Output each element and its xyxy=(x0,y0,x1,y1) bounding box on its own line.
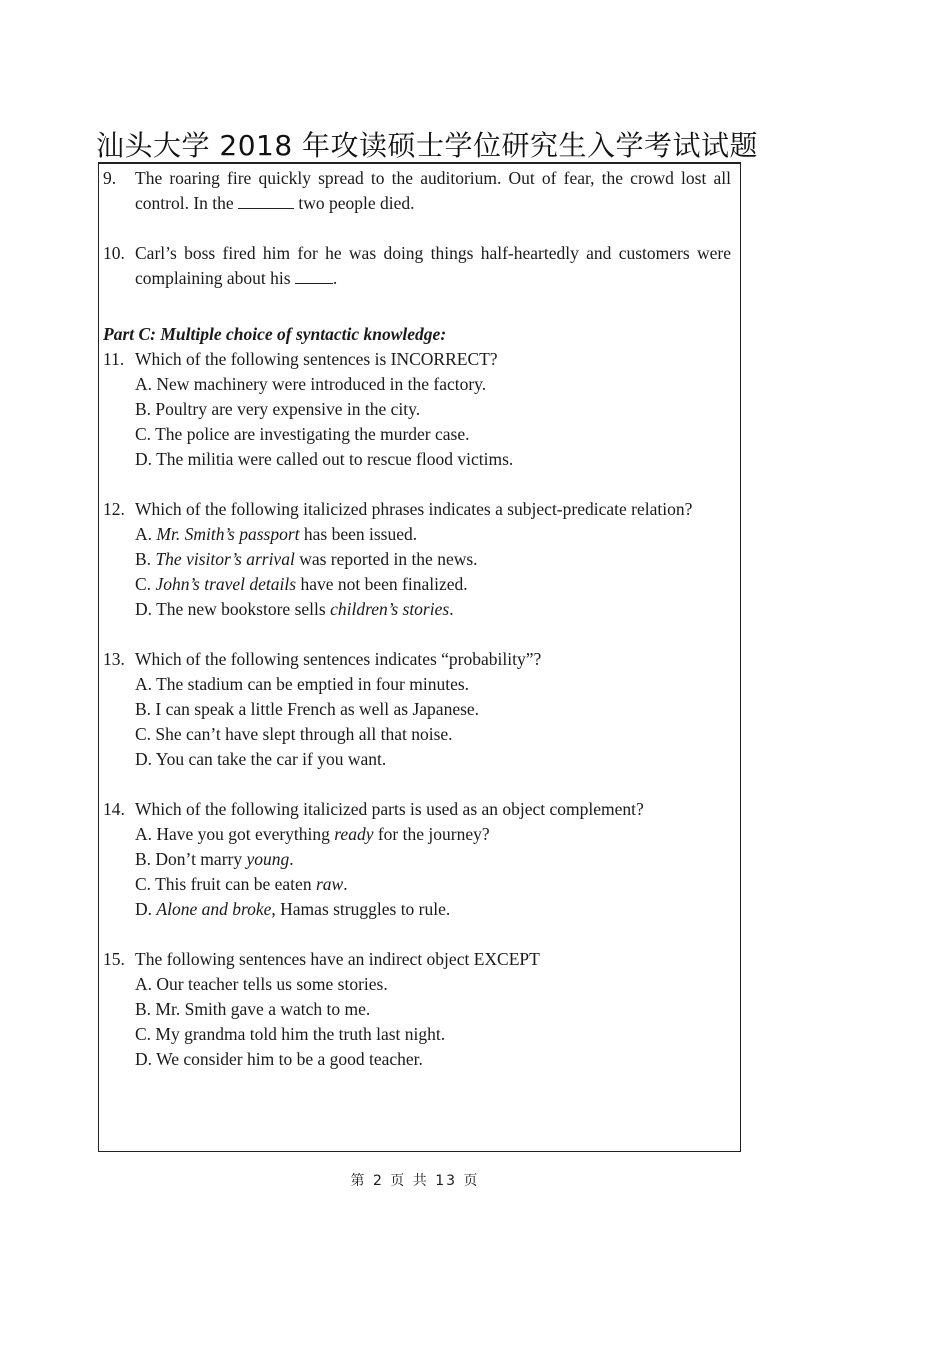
option-b xyxy=(135,847,731,872)
option-text: was reported in the news. xyxy=(299,549,478,569)
stem-text: . xyxy=(332,268,338,288)
exam-title: 汕头大学 2018 年攻读硕士学位研究生入学考试试题 xyxy=(96,129,759,162)
question-15 xyxy=(103,947,731,1072)
question-number: 14. xyxy=(103,799,125,819)
option-d: D. The militia were called out to rescue flood victims. xyxy=(135,449,514,469)
option-c: C. The police are investigating the murder case. xyxy=(135,424,470,444)
option-text: B. Don’t marry xyxy=(135,849,243,869)
option-text: has been issued. xyxy=(303,524,418,544)
option-a xyxy=(135,522,731,547)
question-number: 11. xyxy=(103,349,125,369)
option-b: B. Poultry are very expensive in the city. xyxy=(135,399,421,419)
stem-line: Carl’s boss fired him for he was doing things half-heartedly and customers xyxy=(135,243,690,263)
question-stem xyxy=(135,241,731,291)
part-c-heading: Part C: Multiple choice of syntactic knowledge: xyxy=(103,324,447,344)
option-a: A. New machinery were introduced in the factory. xyxy=(135,374,487,394)
stem-text: all control. In the xyxy=(135,168,731,213)
question-12 xyxy=(103,497,731,622)
question-stem: Which of the following sentences indicates “probability”? xyxy=(135,649,542,669)
question-11 xyxy=(103,347,731,472)
question-stem: The following sentences have an indirect object EXCEPT xyxy=(135,949,540,969)
stem-text: two people died. xyxy=(298,193,415,213)
italic-phrase: raw xyxy=(315,874,344,894)
question-number: 12. xyxy=(103,499,125,519)
question-stem xyxy=(135,166,731,216)
option-text: for the journey? xyxy=(377,824,490,844)
option-c xyxy=(135,872,731,897)
option-d xyxy=(135,897,731,922)
italic-phrase: ready xyxy=(334,824,374,844)
question-stem: Which of the following sentences is INCORRECT? xyxy=(135,349,498,369)
question-number: 15. xyxy=(103,949,125,969)
option-c xyxy=(135,572,731,597)
question-9 xyxy=(103,166,731,216)
page-number: 第 2 页 共 13 页 xyxy=(350,1173,480,1189)
option-label: C. xyxy=(135,574,152,594)
option-text: . xyxy=(449,599,454,619)
option-d: D. You can take the car if you want. xyxy=(135,749,387,769)
option-a: A. The stadium can be emptied in four minutes. xyxy=(135,674,470,694)
option-text: C. This fruit can be eaten xyxy=(135,874,312,894)
italic-phrase: children’s stories xyxy=(330,599,450,619)
option-b: B. Mr. Smith gave a watch to me. xyxy=(135,999,371,1019)
option-b xyxy=(135,547,731,572)
question-stem: Which of the following italicized parts is used as an object complement? xyxy=(135,799,644,819)
option-text: A. Have you got everything xyxy=(135,824,330,844)
answer-blank xyxy=(238,194,294,209)
italic-phrase: John’s travel details xyxy=(155,574,297,594)
answer-blank xyxy=(295,269,333,284)
option-text: . xyxy=(289,849,294,869)
italic-phrase: Alone and broke xyxy=(156,899,272,919)
question-14 xyxy=(103,797,731,922)
stem-text: were complaining about his xyxy=(135,243,731,288)
option-text: , Hamas struggles to rule. xyxy=(271,899,451,919)
option-b: B. I can speak a little French as well as Japanese. xyxy=(135,699,480,719)
option-c: C. My grandma told him the truth last night. xyxy=(135,1024,446,1044)
question-number: 10. xyxy=(103,243,125,263)
option-a xyxy=(135,822,731,847)
option-d xyxy=(135,597,731,622)
question-number: 9. xyxy=(103,168,117,188)
option-text: have not been finalized. xyxy=(300,574,468,594)
stem-line: The roaring fire quickly spread to the auditorium. Out of fear, the crowd lost xyxy=(135,168,707,188)
question-stem: Which of the following italicized phrases indicates a subject-predicate relation? xyxy=(135,499,693,519)
question-10 xyxy=(103,241,731,291)
option-text: . xyxy=(343,874,348,894)
option-label: D. xyxy=(135,899,153,919)
italic-phrase: young xyxy=(246,849,290,869)
question-content xyxy=(103,166,731,1072)
option-d: D. We consider him to be a good teacher. xyxy=(135,1049,423,1069)
option-text: D. The new bookstore sells xyxy=(135,599,326,619)
question-number: 13. xyxy=(103,649,125,669)
question-13 xyxy=(103,647,731,772)
option-label: A. xyxy=(135,524,153,544)
option-a: A. Our teacher tells us some stories. xyxy=(135,974,388,994)
option-c: C. She can’t have slept through all that noise. xyxy=(135,724,453,744)
italic-phrase: Mr. Smith’s passport xyxy=(156,524,300,544)
italic-phrase: The visitor’s arrival xyxy=(155,549,295,569)
option-label: B. xyxy=(135,549,152,569)
